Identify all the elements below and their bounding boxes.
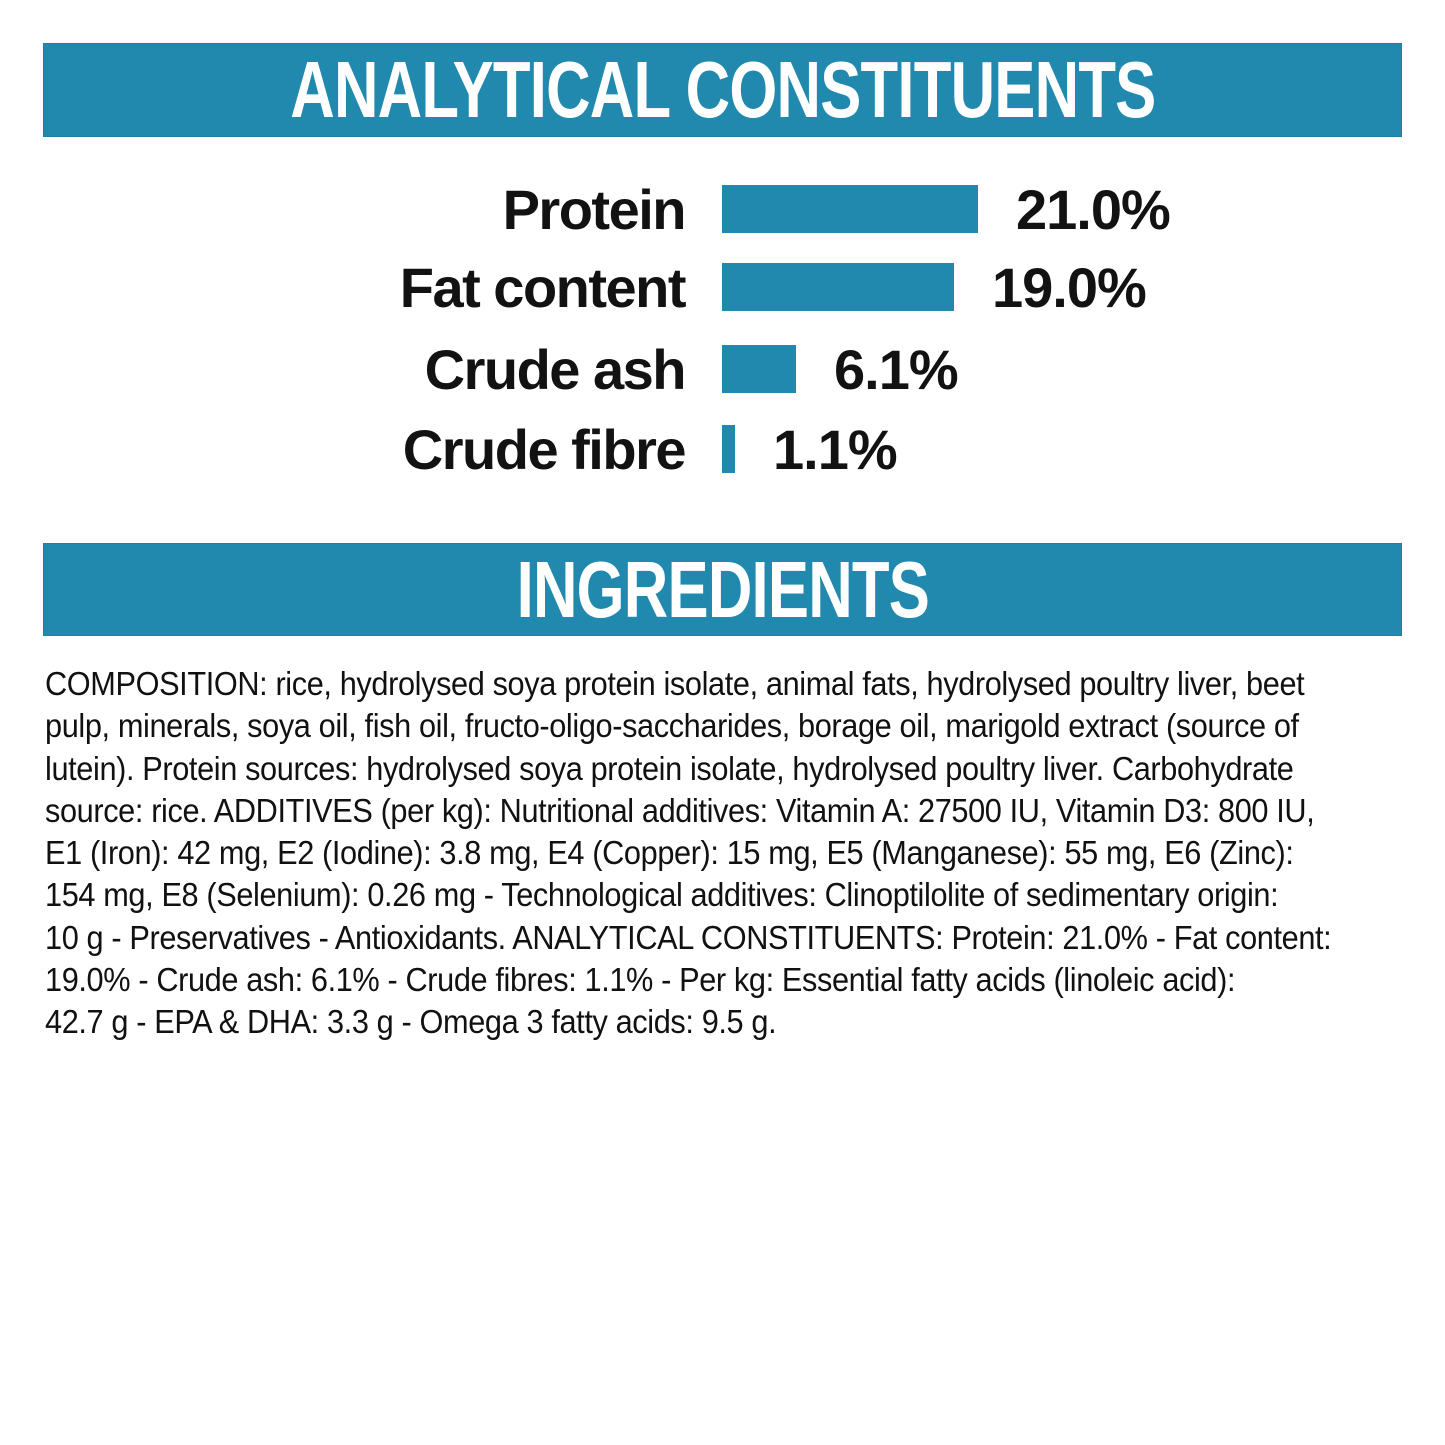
bar-fat-content: [722, 263, 954, 311]
composition-line: 10 g - Preservatives - Antioxidants. ANALYTICAL CONSTITUENTS: Protein: 21.0% - Fat content:: [45, 918, 1332, 956]
composition-line: 19.0% - Crude ash: 6.1% - Crude fibres: 1.1% - Per kg: Essential fatty acids (linoleic acid):: [45, 961, 1236, 999]
composition-line: COMPOSITION: rice, hydrolysed soya protein isolate, animal fats, hydrolysed poultry liver, beet: [45, 665, 1305, 702]
ingredients-title: INGREDIENTS: [516, 544, 929, 634]
analytical-constituents-header: [43, 43, 1402, 137]
bar-protein: [722, 185, 978, 233]
analytical-constituents-title: ANALYTICAL CONSTITUENTS: [289, 45, 1156, 134]
chart-row-fat-content: [0, 255, 1146, 319]
bar-label: Fat content: [399, 255, 685, 319]
bar-value: 19.0%: [992, 255, 1146, 319]
composition-line: pulp, minerals, soya oil, fish oil, fructo-oligo-saccharides, borage oil, marigold extract (source of: [45, 707, 1299, 745]
bar-crude-ash: [722, 345, 796, 393]
composition-line: 42.7 g - EPA & DHA: 3.3 g - Omega 3 fatty acids: 9.5 g.: [45, 1003, 777, 1041]
bar-value: 6.1%: [834, 337, 958, 401]
composition-line: source: rice. ADDITIVES (per kg): Nutritional additives: Vitamin A: 27500 IU, Vitamin D3: 800 IU,: [45, 791, 1315, 829]
ingredients-header: [43, 543, 1402, 636]
bar-label: Crude fibre: [402, 417, 685, 481]
composition-line: lutein). Protein sources: hydrolysed soya protein isolate, hydrolysed poultry liver. Carbohydrate: [45, 749, 1294, 787]
bar-label: Protein: [502, 177, 685, 241]
bar-crude-fibre: [722, 425, 735, 473]
composition-line: E1 (Iron): 42 mg, E2 (Iodine): 3.8 mg, E4 (Copper): 15 mg, E5 (Manganese): 55 mg, E6 (Zinc):: [45, 834, 1294, 872]
composition-text: [45, 663, 1412, 1044]
bar-value: 1.1%: [773, 417, 897, 481]
chart-row-protein: [0, 177, 1170, 241]
bar-label: Crude ash: [424, 337, 685, 401]
composition-line: 154 mg, E8 (Selenium): 0.26 mg - Technological additives: Clinoptilolite of sedimentary origin:: [45, 876, 1279, 914]
chart-row-crude-fibre: [0, 417, 897, 481]
chart-row-crude-ash: [0, 337, 958, 401]
bar-value: 21.0%: [1016, 177, 1170, 241]
